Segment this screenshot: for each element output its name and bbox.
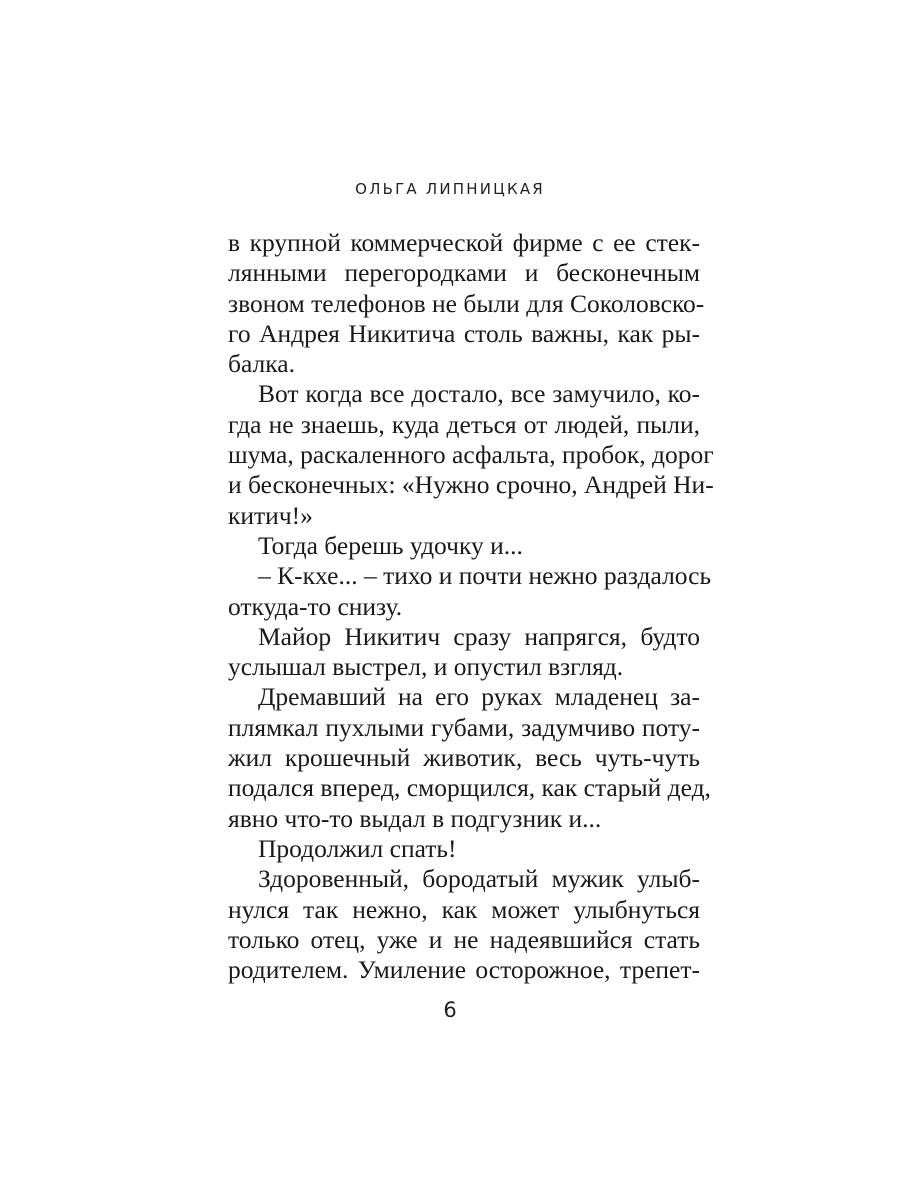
text-line: звоном телефонов не были для Соколовско- [228,288,705,318]
text-line: только отец, уже и не надеявшийся стать [228,924,700,954]
text-line: гда не знаешь, куда деться от людей, пыли, [228,409,700,439]
text-line: китич!» [228,500,313,530]
text-line: балка. [228,349,295,379]
text-line: Вот когда все достало, все замучило, ко- [258,379,700,409]
text-line: и бесконечных: «Нужно срочно, Андрей Ни- [228,470,714,500]
body-text [228,228,714,985]
text-line: услышал выстрел, и опустил взгляд. [228,652,624,682]
running-header: ОЛЬГА ЛИПНИЦКАЯ [355,180,545,198]
text-line: Здоровенный, бородатый мужик улыб- [258,864,700,894]
text-line: го Андрея Никитича столь важны, как ры- [228,318,700,348]
text-line: нулся так нежно, как может улыбнуться [228,894,700,924]
text-line: явно что-то выдал в подгузник и... [228,803,602,833]
text-line: Продолжил спать! [258,833,457,863]
text-line: плямкал пухлыми губами, задумчиво поту- [228,712,700,742]
text-line: подался вперед, сморщился, как старый дед, [228,773,711,803]
text-line: в крупной коммерческой фирме с ее стек- [228,228,700,257]
text-line: родителем. Умиление осторожное, трепет- [228,955,700,985]
text-line: жил крошечный животик, весь чуть-чуть [228,743,700,773]
text-line: откуда-то снизу. [228,591,403,621]
text-line: Дремавший на его руках младенец за- [258,682,700,712]
text-line: шума, раскаленного асфальта, пробок, дорог [228,440,714,470]
text-line: Тогда берешь удочку и... [258,530,523,560]
text-line: лянными перегородками и бесконечным [228,258,700,288]
page-number: 6 [443,998,457,1022]
text-line: – К-кхе... – тихо и почти нежно раздалось [258,561,712,591]
text-line: Майор Никитич сразу напрягся, будто [258,621,700,651]
